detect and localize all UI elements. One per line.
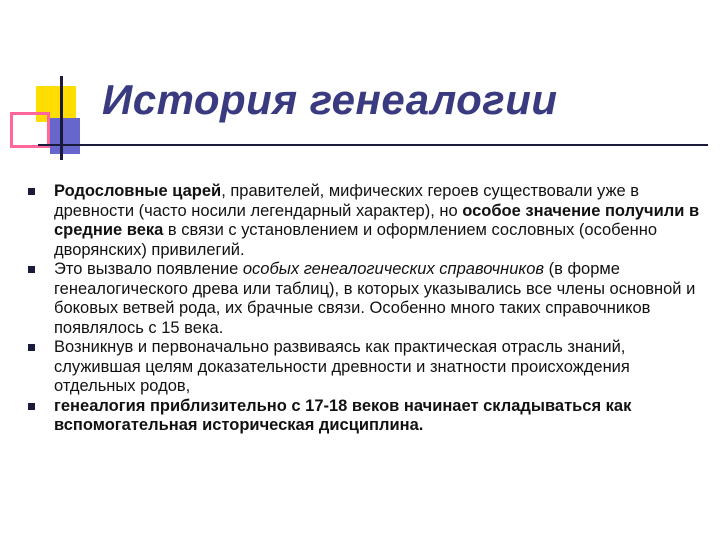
bullet-text: , правителей, мифических героев существовали уже в древности (часто носили легендарный характер), но: [54, 182, 640, 220]
bullet-square-icon: [28, 188, 35, 195]
vertical-rule: [60, 76, 63, 160]
bullet-text-bold: особое значение получили в средние века: [54, 201, 700, 239]
bullet-text-bold: генеалогия приблизительно с 17-18 веков начинает складываться как вспомогательная историческая дисциплина.: [54, 396, 632, 434]
bullet-text: Это вызвало появление: [54, 260, 243, 278]
bullet-item: [28, 260, 708, 338]
bullet-square-icon: [28, 344, 35, 351]
bullet-text-bold: Родословные царей: [54, 182, 222, 200]
title-underline: [38, 144, 708, 146]
bullet-list: [28, 182, 708, 436]
blue-square: [50, 118, 80, 154]
red-outline-square: [10, 112, 50, 148]
bullet-text: Возникнув и первоначально развиваясь как практическая отрасль знаний, служившая целям доказательности древности и знатности происхождения отдельных родов,: [54, 338, 630, 395]
bullet-text-italic: особых генеалогических справочников: [242, 260, 545, 278]
bullet-item: [28, 338, 708, 397]
bullet-square-icon: [28, 266, 35, 273]
bullet-text: в связи с установлением и оформлением сословных (особенно дворянских) привилегий.: [54, 221, 658, 259]
bullet-item: [28, 397, 708, 436]
bullet-text: (в форме генеалогического древа или таблиц), в которых указывались все члены основной и боковых ветвей рода, их брачные связи. Особенно много таких справочников появлялось с 15 века.: [54, 260, 696, 337]
bullet-square-icon: [28, 403, 35, 410]
slide-title: История генеалогии: [102, 76, 558, 123]
bullet-item: [28, 182, 708, 260]
